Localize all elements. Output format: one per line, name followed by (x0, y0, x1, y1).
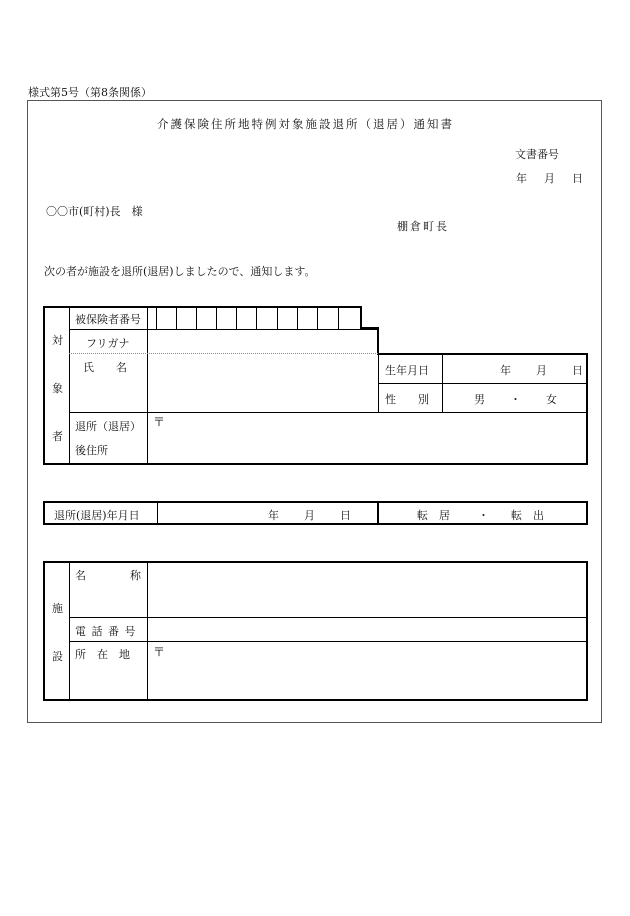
sex-label: 性 別 (385, 393, 429, 406)
doc-number-label: 文書番号 (515, 148, 559, 161)
subject-side-label-2: 象 (52, 382, 63, 395)
birthdate-year: 年 (500, 364, 511, 377)
departure-date-label: 退所(退居)年月日 (54, 509, 140, 522)
sex-option-female: 女 (546, 393, 557, 406)
departure-month: 月 (304, 509, 315, 522)
name-label: 氏 名 (83, 361, 127, 374)
subject-side-label-1: 対 (52, 334, 63, 347)
birthdate-month: 月 (536, 364, 547, 377)
facility-side-label-2: 設 (52, 650, 63, 663)
page-title: 介護保険住所地特例対象施設退所（退居）通知書 (157, 117, 454, 131)
post-address-label-2: 後住所 (75, 444, 108, 457)
facility-phone-label: 電 話 番 号 (75, 625, 137, 638)
departure-year: 年 (268, 509, 279, 522)
furigana-label: フリガナ (86, 337, 130, 350)
sex-option-separator: ・ (510, 393, 521, 406)
birthdate-day: 日 (572, 364, 583, 377)
move-option-relocation: 転 居 (417, 509, 450, 522)
facility-side-label-1: 施 (52, 602, 63, 615)
insured-number-label: 被保険者番号 (75, 313, 141, 326)
intro-text: 次の者が施設を退所(退居)しましたので、通知します。 (44, 265, 316, 278)
facility-address-label: 所 在 地 (75, 648, 130, 661)
post-address-label-1: 退所（退居） (75, 420, 141, 433)
postal-mark-icon: 〒 (153, 415, 166, 429)
doc-date-label: 年 月 日 (516, 172, 586, 185)
facility-name-label: 名 称 (75, 569, 141, 582)
sender: 棚倉町長 (397, 220, 449, 233)
facility-postal-mark-icon: 〒 (153, 645, 166, 659)
form-label: 様式第5号（第8条関係） (28, 86, 152, 99)
move-option-separator: ・ (478, 509, 489, 522)
subject-side-label-3: 者 (52, 430, 63, 443)
departure-day: 日 (340, 509, 351, 522)
move-option-transfer: 転 出 (511, 509, 544, 522)
recipient: 〇〇市(町村)長 様 (46, 205, 143, 218)
sex-option-male: 男 (474, 393, 485, 406)
birthdate-label: 生年月日 (385, 364, 429, 377)
